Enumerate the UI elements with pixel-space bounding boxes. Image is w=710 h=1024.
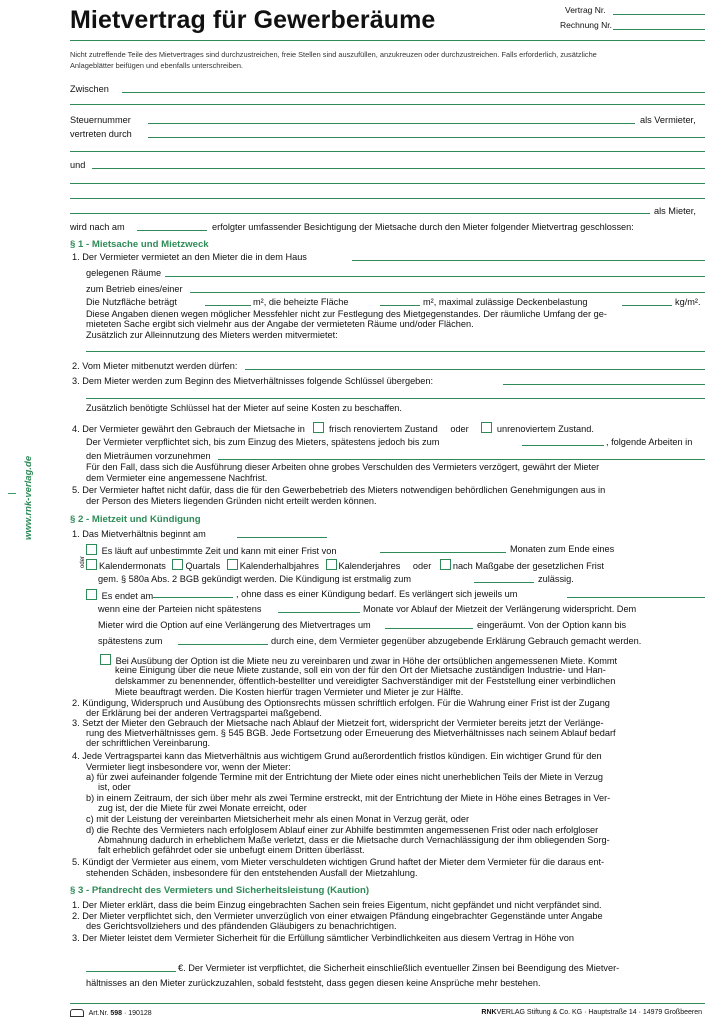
s2-p4a: 4. Jede Vertragspartei kann das Mietverhältnis aus wichtigem Grund außerordentlich fristlos kündigen. Ein wichtiger Grund für den xyxy=(72,751,602,761)
haus-address-field[interactable] xyxy=(352,260,705,261)
s2-endet-b: , ohne dass es einer Kündigung bedarf. Es verlängert sich jeweils um xyxy=(236,589,518,599)
vertreten-durch-field[interactable] xyxy=(148,137,705,138)
s1-p4f: , folgende Arbeiten in xyxy=(606,437,693,447)
s1-gelegenen: gelegenen Räume xyxy=(86,268,162,278)
arbeiten-date-field[interactable] xyxy=(522,445,604,446)
s3-p2b: des Gerichtsvollziehers und des pfändenden Gläubigers zu benachrichtigen. xyxy=(86,921,397,931)
kaution-betrag-field[interactable] xyxy=(86,971,176,972)
s3-p2a: 2. Der Mieter verpflichtet sich, den Vermieter unverzüglich von einer etwaigen Pfändung eingebrachter Gegenstände unter Angabe xyxy=(72,911,603,921)
als-mieter-label: als Mieter, xyxy=(654,206,696,216)
s2-aus-1: Bei Ausübung der Option ist die Miete neu zu vereinbaren und zwar in Höhe der ortsüblichen angemessenen Miete. Kommt xyxy=(115,656,618,666)
s2-d1: d) die Rechte des Vermieters nach erfolglosem Ablauf einer zur Abhilfe bestimmten angemessenen Frist oder nach erfolgloser xyxy=(86,825,599,835)
s1-p1: 1. Der Vermieter vermietet an den Mieter die in dem Haus xyxy=(72,252,307,262)
page-title: Mietvertrag für Gewerberäume xyxy=(70,6,436,34)
s2-p3b: rung des Mietverhältnisses gem. § 545 BGB. Jede Fortsetzung oder Erneuerung des Mietverhältnisses nach seinem Ablauf bedarf xyxy=(86,728,616,738)
frist-monate-field[interactable] xyxy=(380,552,506,553)
unrenoviert-checkbox[interactable] xyxy=(481,422,492,433)
s2-aus-2: keine Einigung über die neue Miete zustande, soll ein von der für den Ort der Mietsache zuständigen Industrie- und Han- xyxy=(115,665,606,675)
beheizte-flaeche-field[interactable] xyxy=(380,305,420,306)
side-mark xyxy=(8,493,16,494)
s1-p4c: oder xyxy=(450,424,469,434)
section-2-heading: § 2 - Mietzeit und Kündigung xyxy=(70,514,201,525)
s2-p5a: 5. Kündigt der Vermieter aus einem, vom Mieter verschuldeten wichtigen Grund haftet der Mieter dem Vermieter für die daraus ent- xyxy=(72,857,605,867)
s1-angaben-1: Diese Angaben dienen wegen möglicher Messfehler nicht zur Festlegung des Mietgegenstandes. Der räumliche Umfang der ge- xyxy=(86,309,607,319)
unbestimmte-zeit-checkbox[interactable] xyxy=(86,544,97,555)
s1-betrieb: zum Betrieb eines/einer xyxy=(86,284,183,294)
besichtigung-date-field[interactable] xyxy=(137,230,207,231)
art-nr: 598 xyxy=(110,1009,123,1017)
s1-p2: 2. Vom Mieter mitbenutzt werden dürfen: xyxy=(72,361,238,371)
zwischen-label: Zwischen xyxy=(70,84,109,94)
s1-nutz-d: kg/m². xyxy=(675,297,701,307)
footer-divider xyxy=(70,1003,705,1004)
rnk-logo-icon xyxy=(70,1009,84,1017)
s2-p2a: 2. Kündigung, Widerspruch und Ausübung des Optionsrechts müssen schriftlich erfolgen. Für die Wahrung einer Frist ist der Zugang xyxy=(72,698,610,708)
footer-right xyxy=(481,1009,702,1016)
rechnung-nr-label: Rechnung Nr. xyxy=(560,20,612,30)
gesetzliche-frist-checkbox[interactable] xyxy=(440,559,451,570)
raeume-field[interactable] xyxy=(165,276,705,277)
vertreten-durch-label: vertreten durch xyxy=(70,129,132,139)
steuernummer-label: Steuernummer xyxy=(70,115,131,125)
s1-p3: 3. Dem Mieter werden zum Beginn des Mietverhältnisses folgende Schlüssel übergeben: xyxy=(72,376,434,386)
s2-option-a: Mieter wird die Option auf eine Verlängerung des Mietvertrages um xyxy=(98,620,371,630)
s1-schluessel: Zusätzlich benötigte Schlüssel hat der Mieter auf seine Kosten zu beschaffen. xyxy=(86,403,402,413)
s1-p4d: unrenoviertem Zustand. xyxy=(496,424,594,434)
s2-p3c: der schriftlichen Vereinbarung. xyxy=(86,738,211,748)
s2-a2: ist, oder xyxy=(98,782,131,792)
s2-kal-monat: Kalendermonats xyxy=(99,561,166,571)
vermieter-name-field[interactable] xyxy=(122,92,705,93)
deckenbelastung-field[interactable] xyxy=(622,305,672,306)
vermieter-address-line[interactable] xyxy=(70,104,705,105)
schluessel-line-2[interactable] xyxy=(86,398,705,399)
s2-b2: zug ist, der die Miete für zwei Monate erreicht, oder xyxy=(98,803,307,813)
s2-option-c: spätestens zum xyxy=(98,636,163,646)
publisher-text: VERLAG Stiftung & Co. KG · Hauptstraße 14 · 14979 Großbeeren xyxy=(496,1009,702,1016)
s2-oder: oder xyxy=(412,561,432,571)
s2-kal-row xyxy=(86,559,604,571)
rechnung-nr-field[interactable] xyxy=(613,29,705,30)
vertrag-nr-label: Vertrag Nr. xyxy=(565,5,606,15)
s2-oder-side: oder xyxy=(80,555,86,568)
s1-p4a: 4. Der Vermieter gewährt den Gebrauch der Mietsache in xyxy=(72,424,305,434)
art-suffix: · 190128 xyxy=(124,1009,152,1017)
kalenderhalbjahr-checkbox[interactable] xyxy=(227,559,238,570)
s2-unbest-a: Es läuft auf unbestimmte Zeit und kann mit einer Frist von xyxy=(101,546,337,556)
s1-nutz-a: Die Nutzfläche beträgt xyxy=(86,297,177,307)
besichtigung-text: erfolgter umfassender Besichtigung der Mietsache durch den Mieter folgender Mietvertrag geschlossen: xyxy=(212,222,634,232)
option-miete-checkbox[interactable] xyxy=(100,654,111,665)
option-date-field[interactable] xyxy=(178,644,268,645)
s2-aus-3: delskammer zu benennender, öffentlich-bestellter und vereidigter Sachverständiger mit der Feststellung einer verbindlichen xyxy=(115,676,616,686)
befristet-checkbox[interactable] xyxy=(86,589,97,600)
mieter-line-3[interactable] xyxy=(70,198,705,199)
s1-p4i: dem Vermieter eine angemessene Nachfrist. xyxy=(86,473,268,483)
s2-gem-a: gem. § 580a Abs. 2 BGB gekündigt werden. Die Kündigung ist erstmalig zum xyxy=(98,574,412,584)
s1-p4h: Für den Fall, dass sich die Ausführung dieser Arbeiten ohne grobes Verschulden des Vermieters verzögert, gewährt der Mieter xyxy=(86,462,600,472)
s1-nutz-b: m², die beheizte Fläche xyxy=(253,297,349,307)
vertrag-nr-field[interactable] xyxy=(613,14,705,15)
s1-angaben-3: Zusätzlich zur Alleinnutzung des Mieters werden mitvermietet: xyxy=(86,330,338,340)
s2-a1: a) für zwei aufeinander folgende Termine mit der Entrichtung der Miete oder eines nicht unerheblichen Teils der Miete in Verzug xyxy=(86,772,603,782)
section-3-heading: § 3 - Pfandrecht des Vermieters und Sicherheitsleistung (Kaution) xyxy=(70,885,370,896)
s2-p3a: 3. Setzt der Mieter den Gebrauch der Mietsache nach Ablauf der Mietzeit fort, widerspricht der Vermieter bereits jetzt der Verlänge- xyxy=(72,718,604,728)
betrieb-field[interactable] xyxy=(190,292,705,293)
kalenderjahr-checkbox[interactable] xyxy=(326,559,337,570)
s2-aus-4: Miete beauftragt werden. Die Kosten hierfür tragen Vermieter und Mieter je zur Hälfte. xyxy=(115,687,464,697)
intro-line-1: Nicht zutreffende Teile des Mietvertrages sind durchzustreichen, freie Stellen sind auszufüllen, anzukreuzen oder durchzustreichen. Falls erforderlich, zusätzliche xyxy=(70,50,597,59)
verlaengerung-field[interactable] xyxy=(567,597,705,598)
s2-kal-jahr: Kalenderjahres xyxy=(338,561,401,571)
s1-p4g: den Mieträumen vorzunehmen xyxy=(86,451,211,461)
s2-gem-b: zulässig. xyxy=(538,574,574,584)
s1-p5b: der Person des Mieters liegenden Gründen nicht erteilt werden können. xyxy=(86,496,377,506)
intro-line-2: Anlageblätter beifügen und ebenfalls unterschreiben. xyxy=(70,61,243,70)
s2-p4b: Vermieter liegt insbesondere vor, wenn der Mieter: xyxy=(86,762,291,772)
s1-p4b: frisch renoviertem Zustand xyxy=(329,424,438,434)
mieter-name-field[interactable] xyxy=(92,168,705,169)
s3-p3: 3. Der Mieter leistet dem Vermieter Sicherheit für die Erfüllung sämtlicher Verbindlichkeiten aus diesem Vertrag in Höhe von xyxy=(72,933,574,943)
schluessel-field[interactable] xyxy=(503,384,705,385)
s3-eur-a: €. Der Vermieter ist verpflichtet, die Sicherheit einschließlich eventueller Zinsen bei Beendigung des Mietver- xyxy=(178,963,620,973)
s2-kal-halbjahr: Kalenderhalbjahres xyxy=(239,561,319,571)
widerspruch-monate-field[interactable] xyxy=(278,612,360,613)
und-label: und xyxy=(70,160,86,170)
arbeiten-field[interactable] xyxy=(218,459,705,460)
s2-p5b: stehenden Schäden, insbesondere für den entstehenden Ausfall der Mietzahlung. xyxy=(86,868,418,878)
mieter-line-4[interactable] xyxy=(70,213,650,214)
mitvermietet-field[interactable] xyxy=(86,351,705,352)
kuendigung-erstmalig-field[interactable] xyxy=(474,582,534,583)
quartal-checkbox[interactable] xyxy=(172,559,183,570)
vertreten-line-2[interactable] xyxy=(70,151,705,152)
s2-p1: 1. Das Mietverhältnis beginnt am xyxy=(72,529,206,539)
section-1-heading: § 1 - Mietsache und Mietzweck xyxy=(70,239,209,250)
wird-nach-am-label: wird nach am xyxy=(70,222,125,232)
s1-nutz-c: m², maximal zulässige Deckenbelastung xyxy=(423,297,588,307)
s2-nach-massgabe: nach Maßgabe der gesetzlichen Frist xyxy=(452,561,604,571)
footer-left xyxy=(70,1009,152,1017)
ende-date-field[interactable] xyxy=(153,597,233,598)
s2-endet-c: wenn eine der Parteien nicht spätestens xyxy=(98,604,262,614)
art-prefix: Art.Nr. xyxy=(88,1009,109,1017)
publisher-bold: RNK xyxy=(481,1009,497,1016)
s1-p5a: 5. Der Vermieter haftet nicht dafür, dass die für den Gewerbebetrieb des Mieters notwendigen behördlichen Genehmigungen aus in xyxy=(72,485,606,495)
s3-p1: 1. Der Mieter erklärt, dass die beim Einzug eingebrachten Sachen sein freies Eigentum, nicht gepfändet und nicht verpfändet sind. xyxy=(72,900,602,910)
s2-unbest-b: Monaten zum Ende eines xyxy=(510,544,615,554)
s2-d3: falt erheblich gefährdet oder sie unbefugt einem Dritten überlässt. xyxy=(98,845,365,855)
als-vermieter-label: als Vermieter, xyxy=(640,115,696,125)
mitbenutzt-field[interactable] xyxy=(245,369,705,370)
mieter-line-2[interactable] xyxy=(70,183,705,184)
frisch-renoviert-checkbox[interactable] xyxy=(313,422,324,433)
s2-option-b: eingeräumt. Von der Option kann bis xyxy=(477,620,627,630)
s2-endet-row xyxy=(86,589,153,601)
s2-unbest-row xyxy=(86,544,336,556)
s1-angaben-2: mieteten Sache ergibt sich vielmehr aus der Angabe der vermieteten Räume und/oder Flächen. xyxy=(86,319,474,329)
verlag-url: www.rnk-verlag.de xyxy=(23,455,34,540)
beginn-date-field[interactable] xyxy=(237,537,327,538)
s2-d2: Abmahnung dadurch in erheblichem Maße verletzt, dass er die Mietsache durch Vernachlässigung der ihm obliegenden Sorg- xyxy=(98,835,610,845)
nutzflaeche-field[interactable] xyxy=(205,305,251,306)
s1-p4-row xyxy=(72,422,594,434)
kalendermonat-checkbox[interactable] xyxy=(86,559,97,570)
s2-c1: c) mit der Leistung der vereinbarten Mietsicherheit mehr als einen Monat in Verzug gerät, oder xyxy=(86,814,470,824)
option-dauer-field[interactable] xyxy=(385,628,473,629)
steuernummer-field[interactable] xyxy=(148,123,635,124)
s2-b1: b) in einem Zeitraum, der sich über mehr als zwei Termine erstreckt, mit der Entrichtung der Miete in Höhe eines Betrages in Ver- xyxy=(86,793,611,803)
s2-endet-d: Monate vor Ablauf der Mietzeit der Verlängerung widerspricht. Dem xyxy=(363,604,637,614)
s2-quartals: Quartals xyxy=(185,561,221,571)
s1-p4e: Der Vermieter verpflichtet sich, bis zum Einzug des Mieters, spätestens jedoch bis zum xyxy=(86,437,440,447)
s2-p2b: der Erklärung bei der anderen Vertragspartei maßgebend. xyxy=(86,708,322,718)
header-divider xyxy=(70,40,705,41)
s3-eur-b: hältnisses an den Mieter zurückzuzahlen, sobald feststeht, dass gegen diesen keine Ansprüche mehr bestehen. xyxy=(86,978,541,988)
s2-option-d: durch eine, dem Vermieter gegenüber abzugebende Erklärung Gebrauch gemacht werden. xyxy=(271,636,642,646)
s2-endet-a: Es endet am xyxy=(101,591,154,601)
